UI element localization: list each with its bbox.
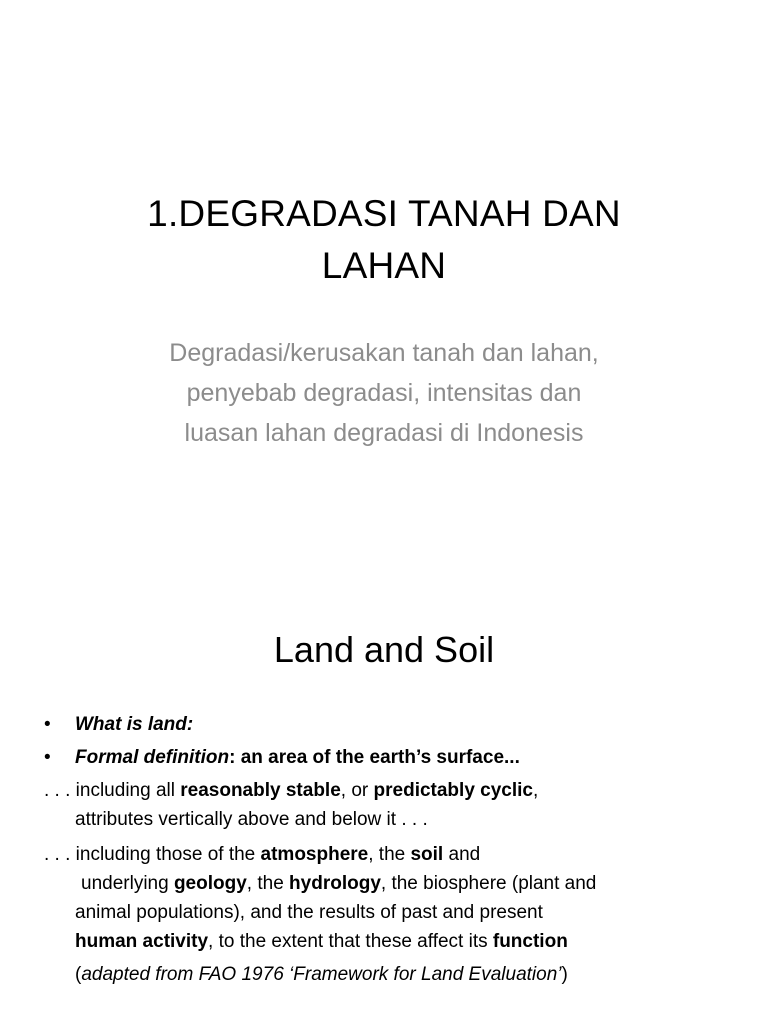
slide-2-title: Land and Soil bbox=[273, 629, 495, 670]
slide-2 bbox=[0, 512, 768, 1024]
paragraph-atmosphere-soil: . . . including those of the atmosphere, the soil and underlying geology, the hydrology, the biosphere (plant and animal populations), and the results of past and present human activity, to the extent that these affect its function (adapted from FAO 1976 ‘Framework for Land Evaluation’) bbox=[44, 840, 734, 989]
slide-2-content bbox=[44, 710, 734, 989]
bullet-what-is-land bbox=[44, 710, 734, 743]
bullet-2-text: : an area of the earth’s surface... bbox=[229, 747, 520, 768]
bullet-1-text: What is land: bbox=[75, 714, 194, 735]
bullet-dot: • bbox=[44, 747, 51, 768]
bullet-formal-definition bbox=[44, 743, 734, 776]
slide-1-title bbox=[84, 188, 684, 292]
bullet-2-label: Formal definition bbox=[75, 747, 230, 768]
title-line-1: 1.DEGRADASI TANAH DAN bbox=[147, 193, 621, 234]
paragraph-stable-attributes: . . . including all reasonably stable, or predictably cyclic, attributes vertically above and below it . . . bbox=[44, 780, 539, 830]
subtitle-line-1: Degradasi/kerusakan tanah dan lahan, bbox=[169, 339, 599, 367]
bullet-dot: • bbox=[44, 714, 51, 735]
subtitle-line-2: penyebab degradasi, intensitas dan bbox=[186, 379, 582, 407]
citation: (adapted from FAO 1976 ‘Framework for Land Evaluation’) bbox=[75, 964, 568, 985]
slide-1-subtitle bbox=[84, 333, 684, 453]
title-line-2: LAHAN bbox=[321, 245, 447, 286]
subtitle-line-3: luasan lahan degradasi di Indonesis bbox=[184, 419, 584, 447]
